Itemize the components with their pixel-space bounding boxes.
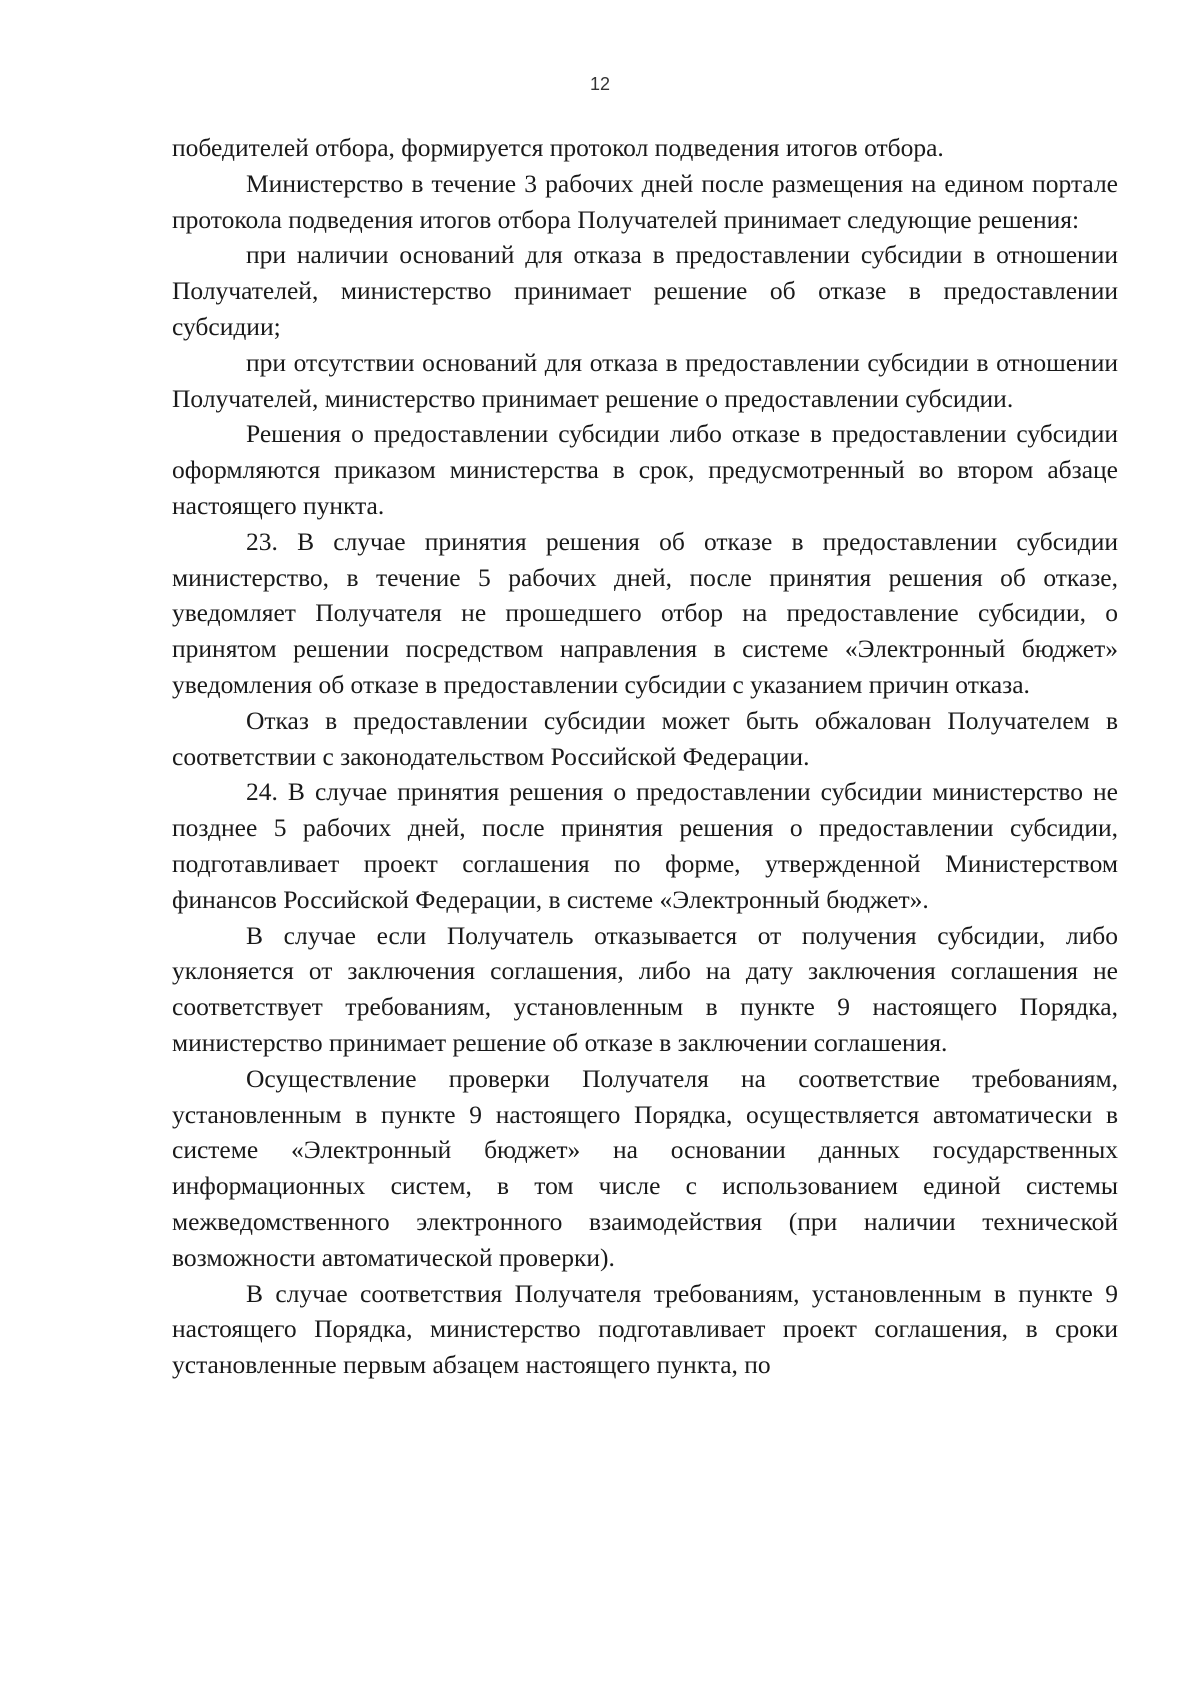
paragraph: Министерство в течение 3 рабочих дней после размещения на едином портале протокола подведения итогов отбора Получателей принимает следующие решения: xyxy=(172,168,1118,234)
document-body xyxy=(172,130,1118,1383)
paragraph-continuation: победителей отбора, формируется протокол подведения итогов отбора. xyxy=(172,133,944,162)
paragraph-clause-23: 23. В случае принятия решения об отказе в предоставлении субсидии министерство, в течение 5 рабочих дней, после принятия решения об отказе, уведомляет Получателя не прошедшего отбор на предоставление субсидии, о принятом решении посредством направления в системе «Электронный бюджет» уведомления об отказе в предоставлении субсидии с указанием причин отказа. xyxy=(172,526,1118,699)
paragraph: при наличии оснований для отказа в предоставлении субсидии в отношении Получателей, министерство принимает решение об отказе в предоставлении субсидии; xyxy=(172,240,1118,341)
paragraph: В случае если Получатель отказывается от получения субсидии, либо уклоняется от заключения соглашения, либо на дату заключения соглашения не соответствует требованиям, установленным в пункте 9 настоящего Порядка, министерство принимает решение об отказе в заключении соглашения. xyxy=(172,920,1118,1057)
page-number: 12 xyxy=(589,74,611,94)
paragraph: В случае соответствия Получателя требованиям, установленным в пункте 9 настоящего Порядка, министерство подготавливает проект соглашения, в сроки установленные первым абзацем настоящего пункта, по xyxy=(172,1278,1118,1380)
paragraph: Осуществление проверки Получателя на соответствие требованиям, установленным в пункте 9 настоящего Порядка, осуществляется автоматически в системе «Электронный бюджет» на основании данных государственных информационных систем, в том числе с использованием единой системы межведомственного электронного взаимодействия (при наличии технической возможности автоматической проверки). xyxy=(172,1063,1118,1272)
paragraph: при отсутствии оснований для отказа в предоставлении субсидии в отношении Получателей, министерство принимает решение о предоставлении субсидии. xyxy=(172,347,1118,413)
paragraph: Отказ в предоставлении субсидии может быть обжалован Получателем в соответствии с законодательством Российской Федерации. xyxy=(172,705,1118,771)
paragraph-clause-24: 24. В случае принятия решения о предоставлении субсидии министерство не позднее 5 рабочих дней, после принятия решения о предоставлении субсидии, подготавливает проект соглашения по форме, утвержденной Министерством финансов Российской Федерации, в системе «Электронный бюджет». xyxy=(172,777,1118,914)
paragraph: Решения о предоставлении субсидии либо отказе в предоставлении субсидии оформляются приказом министерства в срок, предусмотренный во втором абзаце настоящего пункта. xyxy=(172,419,1118,520)
